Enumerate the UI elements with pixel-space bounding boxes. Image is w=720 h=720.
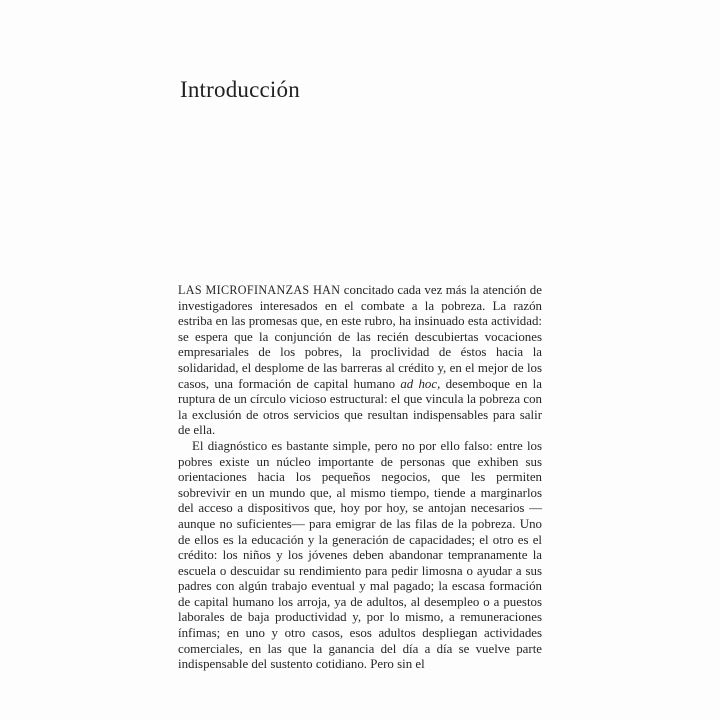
paragraph-1 bbox=[178, 283, 542, 439]
body-text-block bbox=[178, 283, 542, 673]
paragraph-1-italic-phrase: ad hoc, bbox=[400, 376, 441, 391]
paragraph-2: El diagnóstico es bastante simple, pero no por ello falso: entre los pobres existe un núcleo importante de personas que exhiben sus orientaciones hacia los pequeños negocios, que les permiten sobrevivir en un mundo que, al mismo tiempo, tiende a marginarlos del acceso a dispositivos que, hoy por hoy, se antojan necesarios —aunque no suficientes— para emigrar de las filas de la pobreza. Uno de ellos es la educación y la generación de capacidades; el otro es el crédito: los niños y los jóvenes deben abandonar tempranamente la escuela o descuidar su rendimiento para pedir limosna o ayudar a sus padres con algún trabajo eventual y mal pagado; la escasa formación de capital humano los arroja, ya de adultos, al desempleo o a puestos laborales de baja productividad y, por lo mismo, a remuneraciones ínfimas; en uno y otro casos, esos adultos despliegan actividades comerciales, en las que la ganancia del día a día se vuelve parte indispensable del sustento cotidiano. Pero sin el bbox=[178, 438, 542, 672]
paragraph-1-opening-caps: LAS MICROFINANZAS HAN bbox=[178, 283, 341, 297]
chapter-title: Introducción bbox=[180, 77, 300, 103]
paragraph-1-text-a: concitado cada vez más la atención de investigadores interesados en el combate a la pobreza. La razón estriba en las promesas que, en este rubro, ha insinuado esta actividad: se espera que la conjunción de las recién descubiertas vocaciones empresariales de los pobres, la proclividad de éstos hacia la solidaridad, el desplome de las barreras al crédito y, en el mejor de los casos, una formación de capital humano bbox=[178, 283, 542, 391]
paragraph-1-text-b: desemboque en la ruptura de un círculo vicioso estructural: el que vincula la pobreza con la exclusión de otros servicios que resultan indispensables para salir de ella. bbox=[178, 376, 542, 438]
